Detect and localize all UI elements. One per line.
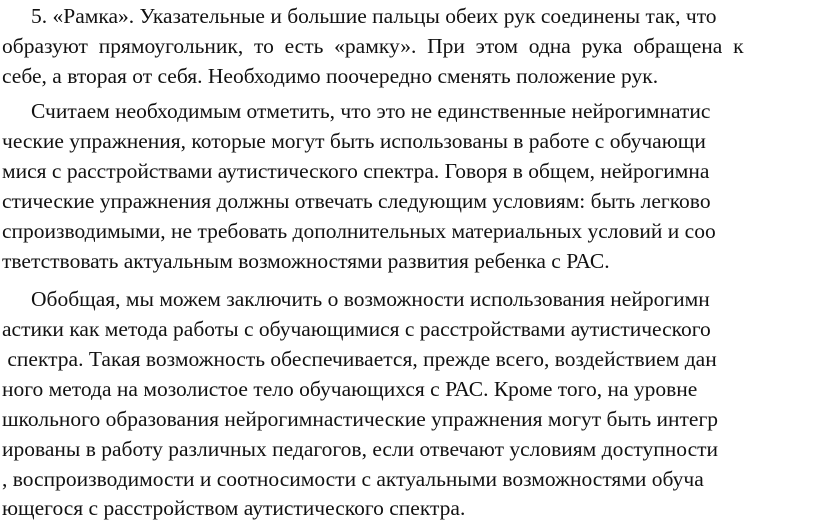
paragraph-3-line-8: ющегося с расстройством аутистического спектра. — [2, 496, 466, 520]
paragraph-1-line-3: себе, а вторая от себя. Необходимо поочередно сменять положение рук. — [2, 64, 659, 88]
paragraph-3-line-3: спектра. Такая возможность обеспечивается, прежде всего, воздействием дан — [2, 347, 717, 371]
paragraph-1-line-1: 5. «Рамка». Указательные и большие пальцы обеих рук соединены так, что — [31, 4, 717, 28]
paragraph-3-line-4: ного метода на мозолистое тело обучающихся с РАС. Кроме того, на уровне — [2, 377, 698, 401]
paragraph-1-line-2: образуют прямоугольник, то есть «рамку». При этом одна рука обращена к — [2, 34, 744, 58]
paragraph-3-line-5: школьного образования нейрогимнастические упражнения могут быть интегр — [2, 407, 719, 431]
paragraph-3-line-2: астики как метода работы с обучающимися с расстройствами аутистического — [2, 317, 711, 341]
paragraph-3-line-7: , воспроизводимости и соотносимости с актуальными возможностями обуча — [2, 467, 704, 491]
paragraph-3-line-1: Обобщая, мы можем заключить о возможности использования нейрогимн — [31, 287, 710, 311]
paragraph-2-line-6: тветствовать актуальным возможностями развития ребенка с РАС. — [2, 249, 610, 273]
paragraph-2-line-3: мися с расстройствами аутистического спектра. Говоря в общем, нейрогимна — [2, 159, 710, 183]
paragraph-2-line-1: Считаем необходимым отметить, что это не единственные нейрогимнатис — [31, 99, 711, 123]
paragraph-2-line-4: стические упражнения должны отвечать следующим условиям: быть легково — [2, 189, 711, 213]
paragraph-3-line-6: ированы в работу различных педагогов, если отвечают условиям доступности — [2, 437, 719, 461]
paragraph-2-line-5: спроизводимыми, не требовать дополнительных материальных условий и соо — [2, 219, 716, 243]
paragraph-2-line-2: ческие упражнения, которые могут быть использованы в работе с обучающи — [2, 129, 706, 153]
